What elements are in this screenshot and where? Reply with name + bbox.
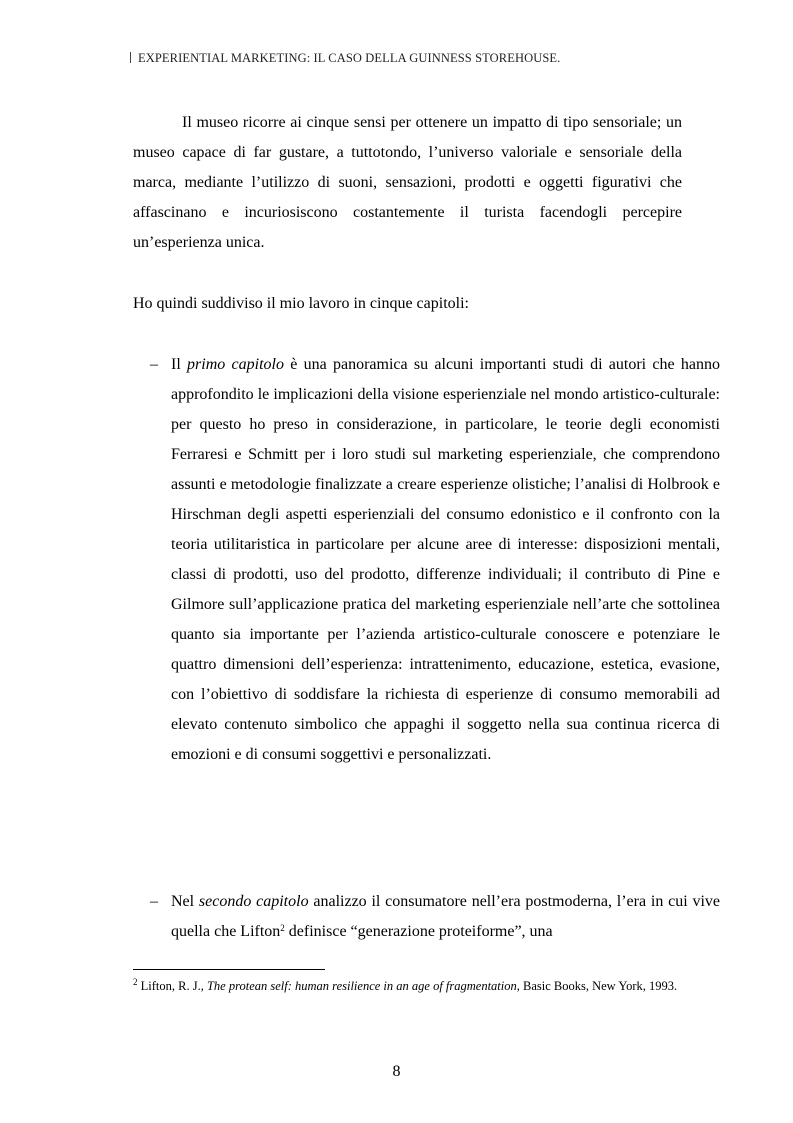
header-rule: [130, 52, 131, 63]
list-item-lead: Nel: [171, 893, 199, 910]
list-item-text: analizzo il consumatore nell’era postmoderna, l’era in cui vive quella che Lifton: [171, 893, 721, 940]
list-dash: –: [150, 356, 158, 373]
footnote-separator: [133, 969, 325, 970]
list-item-lead: Il: [171, 356, 188, 373]
list-item-text: è una panoramica su alcuni importanti studi di autori che hanno approfondito le implicazioni della visione esperienziale nel mondo artistico-culturale: per questo ho preso in considerazione, in particolare, le teorie degli economisti Ferraresi e Schmitt per i loro studi sul marketing esperienziale, che comprendono assunti e metodologie finalizzate a creare esperienze olistiche; l’analisi di Holbrook e Hirschman degli aspetti esperienziali del consumo edonistico e il confronto con la teoria utilitaristica in particolare per alcune aree di interesse: disposizioni mentali, classi di prodotti, uso del prodotto, differenze individuali; il contributo di Pine e Gilmore sull’applicazione pratica del marketing esperienziale nell’arte che sottolinea quanto sia importante per l’azienda artistico-culturale conoscere e potenziare le quattro dimensioni dell’esperienza: intrattenimento, educazione, estetica, evasione, con l’obiettivo di soddisfare la richiesta di esperienze di consumo memorabili ad elevato contenuto simbolico che appaghi il soggetto nella sua continua ricerca di emozioni e di consumi soggettivi e personalizzati.: [171, 356, 720, 763]
paragraph-chapters-intro: Ho quindi suddiviso il mio lavoro in cinque capitoli:: [133, 295, 469, 312]
list-item-text-continued: definisce “generazione proteiforme”, una: [284, 923, 553, 940]
running-header: [130, 51, 560, 66]
footnote-lead: Lifton, R. J.,: [137, 979, 207, 993]
page-number: 8: [392, 1063, 401, 1080]
footnote-marker: 2: [133, 977, 138, 987]
list-item-emphasis: secondo capitolo: [198, 893, 309, 910]
list-item: [133, 350, 720, 770]
paragraph-intro: Il museo ricorre ai cinque sensi per ottenere un impatto di tipo sensoriale; un museo capace di far gustare, a tuttotondo, l’universo valoriale e sensoriale della marca, mediante l’utilizzo di suoni, sensazioni, prodotti e oggetti figurativi che affascinano e incuriosiscono costantemente il turista facendogli percepire un’esperienza unica.: [133, 114, 682, 251]
list-dash: –: [150, 893, 158, 910]
list-item: [133, 887, 720, 947]
running-title: EXPERIENTIAL MARKETING: IL CASO DELLA GUINNESS STOREHOUSE.: [138, 51, 561, 65]
list-item-emphasis: primo capitolo: [187, 356, 284, 373]
footnote-title: The protean self: human resilience in an age of fragmentation: [206, 979, 517, 993]
footnote-reference[interactable]: 2: [280, 923, 285, 933]
footnote: [133, 978, 682, 994]
footnote-rest: , Basic Books, New York, 1993.: [516, 979, 678, 993]
